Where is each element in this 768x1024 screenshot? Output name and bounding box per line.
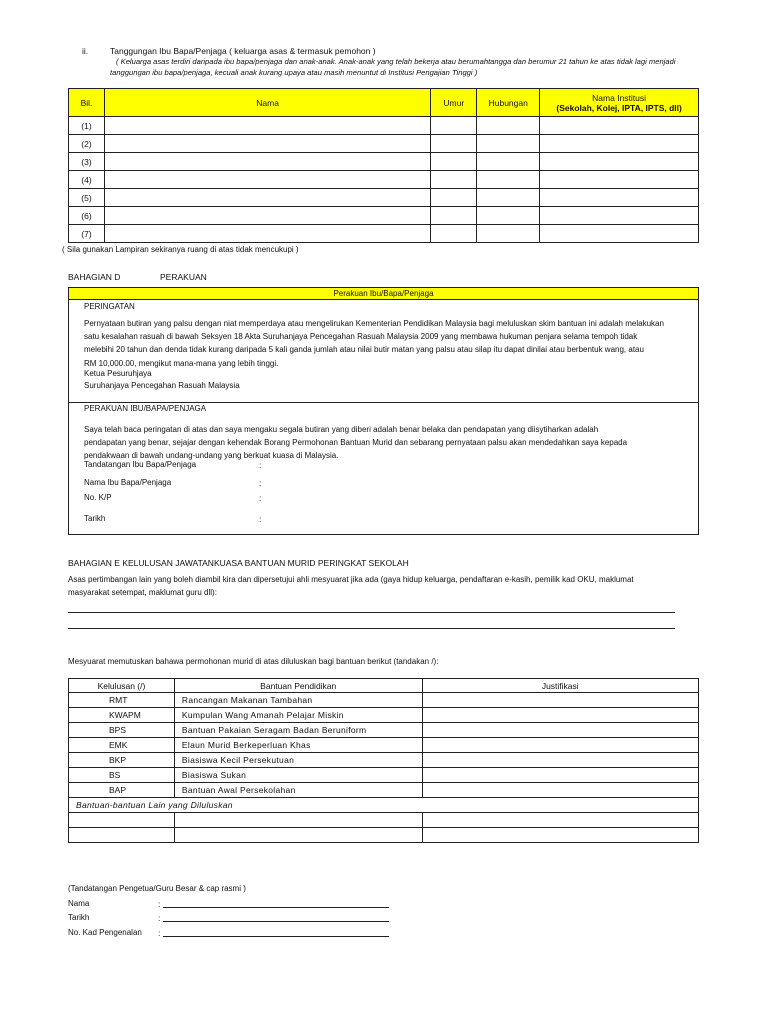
field-label-tandatangan: Tandatangan Ibu Bapa/Penjaga xyxy=(84,460,197,469)
row-number: (3) xyxy=(69,153,105,171)
nama-cell[interactable] xyxy=(104,207,430,225)
lain-label: Bantuan-bantuan Lain yang Diluluskan xyxy=(69,798,699,813)
signature-title: (Tandatangan Pengetua/Guru Besar & cap rasmi ) xyxy=(68,884,246,893)
table-row xyxy=(69,828,699,843)
mesyuarat-text: Mesyuarat memutuskan bahawa permohonan murid di atas diluluskan bagi bantuan berikut (tandakan /): xyxy=(68,657,439,666)
section-note-line2: tanggungan ibu bapa/penjaga, kecuali anak kurang upaya atau masih menuntut di Institusi Pengajian Tinggi ) xyxy=(110,68,478,77)
table-row xyxy=(69,153,699,171)
perakuan-heading: PERAKUAN IBU/BAPA/PENJAGA xyxy=(84,404,207,413)
justifikasi-cell[interactable] xyxy=(422,828,698,843)
peringatan-line: melebihi 20 tahun dan denda tidak kurang daripada 5 kali ganda jumlah atau nilai butir matan yang palsu atau silap itu dapat dinilai atau berbentuk wang, atau xyxy=(84,345,644,355)
hubungan-cell[interactable] xyxy=(477,207,540,225)
header-bil: Bil. xyxy=(69,89,105,117)
header-bantuan: Bantuan Pendidikan xyxy=(174,679,422,693)
nama-cell[interactable] xyxy=(104,153,430,171)
hubungan-cell[interactable] xyxy=(477,135,540,153)
umur-cell[interactable] xyxy=(431,117,477,135)
aid-code-checkbox[interactable]: EMK xyxy=(69,738,175,753)
peringatan-line: RM 10,000.00, mengikut mana-mana yang lebih tinggi. xyxy=(84,358,279,368)
section-note-line1: ( Keluarga asas terdiri daripada ibu bapa/penjaga dan anak-anak. Anak-anak yang telah bekerja atau berumahtangga dan berumur 21 tahun ke atas tidak lagi menjadi xyxy=(116,57,676,66)
header-institusi-line1: Nama Institusi xyxy=(592,92,647,103)
asas-line2: masyarakat setempat, maklumat guru dll): xyxy=(68,588,217,597)
field-colon: : xyxy=(259,460,262,470)
table-row xyxy=(69,117,699,135)
table-row xyxy=(69,768,699,783)
signature-label-tarikh: Tarikh xyxy=(68,913,90,922)
field-label-tarikh: Tarikh xyxy=(84,514,106,523)
table-row xyxy=(69,225,699,243)
institusi-cell[interactable] xyxy=(540,225,699,243)
peringatan-heading: PERINGATAN xyxy=(84,302,135,311)
table-row xyxy=(69,135,699,153)
justifikasi-cell[interactable] xyxy=(422,753,698,768)
bahagian-e-title: BAHAGIAN E KELULUSAN JAWATANKUASA BANTUAN MURID PERINGKAT SEKOLAH xyxy=(68,558,409,568)
nama-cell[interactable] xyxy=(104,135,430,153)
justifikasi-cell[interactable] xyxy=(422,693,698,708)
institusi-cell[interactable] xyxy=(540,189,699,207)
hubungan-cell[interactable] xyxy=(477,117,540,135)
lain-bantuan-cell[interactable] xyxy=(174,828,422,843)
justifikasi-cell[interactable] xyxy=(422,783,698,798)
aid-code-checkbox[interactable]: BKP xyxy=(69,753,175,768)
umur-cell[interactable] xyxy=(431,207,477,225)
justifikasi-cell[interactable] xyxy=(422,723,698,738)
header-hubungan: Hubungan xyxy=(477,89,540,117)
asas-answer-line[interactable] xyxy=(68,612,675,613)
row-number: (2) xyxy=(69,135,105,153)
aid-code-checkbox[interactable]: BAP xyxy=(69,783,175,798)
field-colon: : xyxy=(259,514,262,524)
header-umur: Umur xyxy=(431,89,477,117)
row-number: (1) xyxy=(69,117,105,135)
table-row xyxy=(69,207,699,225)
perakuan-box-title: Perakuan Ibu/Bapa/Penjaga xyxy=(69,288,698,300)
aid-name: Rancangan Makanan Tambahan xyxy=(174,693,422,708)
row-number: (6) xyxy=(69,207,105,225)
table-row xyxy=(69,738,699,753)
approval-table xyxy=(68,678,699,843)
institusi-cell[interactable] xyxy=(540,135,699,153)
family-table xyxy=(68,88,699,243)
header-institusi-line2: (Sekolah, Kolej, IPTA, IPTS, dll) xyxy=(556,102,682,113)
perakuan-box xyxy=(68,287,699,535)
nama-cell[interactable] xyxy=(104,225,430,243)
lain-kelulusan-cell[interactable] xyxy=(69,813,175,828)
institusi-cell[interactable] xyxy=(540,171,699,189)
header-nama: Nama xyxy=(104,89,430,117)
institusi-cell[interactable] xyxy=(540,153,699,171)
family-table-header xyxy=(69,89,699,117)
field-label-nama: Nama Ibu Bapa/Penjaga xyxy=(84,478,172,487)
ketua-pesuruhjaya: Ketua Pesuruhjaya xyxy=(84,369,152,378)
signature-label-kad: No. Kad Pengenalan xyxy=(68,928,142,937)
table-row xyxy=(69,189,699,207)
row-number: (4) xyxy=(69,171,105,189)
section-title: Tanggungan Ibu Bapa/Penjaga ( keluarga asas & termasuk pemohon ) xyxy=(110,46,376,56)
peringatan-text xyxy=(84,317,664,370)
umur-cell[interactable] xyxy=(431,153,477,171)
table-row xyxy=(69,813,699,828)
signature-colon: : xyxy=(158,913,161,923)
aid-code-checkbox[interactable]: BPS xyxy=(69,723,175,738)
sprm-name: Suruhanjaya Pencegahan Rasuah Malaysia xyxy=(84,381,240,390)
field-label-kp: No. K/P xyxy=(84,493,112,502)
peringatan-line: satu kesalahan rasuah di bawah Seksyen 18 Akta Suruhanjaya Pencegahan Rasuah Malaysia 2009 yang membawa hukuman penjara selama tempoh tidak xyxy=(84,332,638,342)
justifikasi-cell[interactable] xyxy=(422,813,698,828)
justifikasi-cell[interactable] xyxy=(422,738,698,753)
aid-code-checkbox[interactable]: RMT xyxy=(69,693,175,708)
field-colon: : xyxy=(259,493,262,503)
aid-name: Kumpulan Wang Amanah Pelajar Miskin xyxy=(174,708,422,723)
perakuan-line: Saya telah baca peringatan di atas dan saya mengaku segala butiran yang diberi adalah benar belaka dan pendapatan yang diisytiharkan adalah xyxy=(84,425,599,434)
aid-code-checkbox[interactable]: KWAPM xyxy=(69,708,175,723)
umur-cell[interactable] xyxy=(431,189,477,207)
lain-kelulusan-cell[interactable] xyxy=(69,828,175,843)
justifikasi-cell[interactable] xyxy=(422,708,698,723)
header-kelulusan: Kelulusan (/) xyxy=(69,679,175,693)
aid-code-checkbox[interactable]: BS xyxy=(69,768,175,783)
umur-cell[interactable] xyxy=(431,171,477,189)
table-row xyxy=(69,753,699,768)
hubungan-cell[interactable] xyxy=(477,189,540,207)
table-row xyxy=(69,708,699,723)
lain-row xyxy=(69,798,699,813)
signature-colon: : xyxy=(158,928,161,938)
signature-colon: : xyxy=(158,899,161,909)
signature-label-nama: Nama xyxy=(68,899,90,908)
table-row xyxy=(69,171,699,189)
hubungan-cell[interactable] xyxy=(477,153,540,171)
aid-name: Bantuan Pakaian Seragam Badan Beruniform xyxy=(174,723,422,738)
signature-tarikh-line[interactable] xyxy=(163,921,389,922)
justifikasi-cell[interactable] xyxy=(422,768,698,783)
institusi-cell[interactable] xyxy=(540,117,699,135)
aid-name: Bantuan Awal Persekolahan xyxy=(174,783,422,798)
hubungan-cell[interactable] xyxy=(477,171,540,189)
aid-name: Elaun Murid Berkeperluan Khas xyxy=(174,738,422,753)
row-number: (5) xyxy=(69,189,105,207)
signature-kad-line[interactable] xyxy=(163,936,389,937)
umur-cell[interactable] xyxy=(431,225,477,243)
aid-name: Biasiswa Sukan xyxy=(174,768,422,783)
table-row xyxy=(69,693,699,708)
nama-cell[interactable] xyxy=(104,189,430,207)
perakuan-divider xyxy=(69,402,698,403)
perakuan-text xyxy=(84,423,627,463)
section-number: ii. xyxy=(82,46,89,56)
aid-name: Biasiswa Kecil Persekutuan xyxy=(174,753,422,768)
table-row xyxy=(69,723,699,738)
umur-cell[interactable] xyxy=(431,135,477,153)
perakuan-line: pendakwaan di bawah undang-undang yang berkuat kuasa di Malaysia. xyxy=(84,451,339,461)
hubungan-cell[interactable] xyxy=(477,225,540,243)
peringatan-line: Pernyataan butiran yang palsu dengan niat memperdaya atau mengelirukan Kementerian Pendidikan Malaysia bagi meluluskan skim bantuan ini adalah melakukan xyxy=(84,319,664,328)
nama-cell[interactable] xyxy=(104,117,430,135)
asas-line1: Asas pertimbangan lain yang boleh diambil kira dan dipersetujui ahli mesyuarat jika ada (gaya hidup keluarga, pendaftaran e-kasih, pemilik kad OKU, maklumat xyxy=(68,575,634,584)
field-colon: : xyxy=(259,478,262,488)
approval-table-header xyxy=(69,679,699,693)
nama-cell[interactable] xyxy=(104,171,430,189)
table-row xyxy=(69,783,699,798)
lampiran-note: ( Sila gunakan Lampiran sekiranya ruang di atas tidak mencukupi ) xyxy=(62,245,299,254)
institusi-cell[interactable] xyxy=(540,207,699,225)
row-number: (7) xyxy=(69,225,105,243)
perakuan-line: pendapatan yang benar, sejajar dengan kehendak Borang Permohonan Bantuan Murid dan sebarang pernyataan palsu akan mendedahkan saya kepada xyxy=(84,438,628,448)
lain-bantuan-cell[interactable] xyxy=(174,813,422,828)
header-justifikasi: Justifikasi xyxy=(422,679,698,693)
asas-answer-line[interactable] xyxy=(68,628,675,629)
signature-nama-line[interactable] xyxy=(163,907,389,908)
bahagian-d-label: BAHAGIAN D xyxy=(68,272,121,282)
header-institusi xyxy=(540,89,699,117)
bahagian-d-title: PERAKUAN xyxy=(160,272,207,282)
